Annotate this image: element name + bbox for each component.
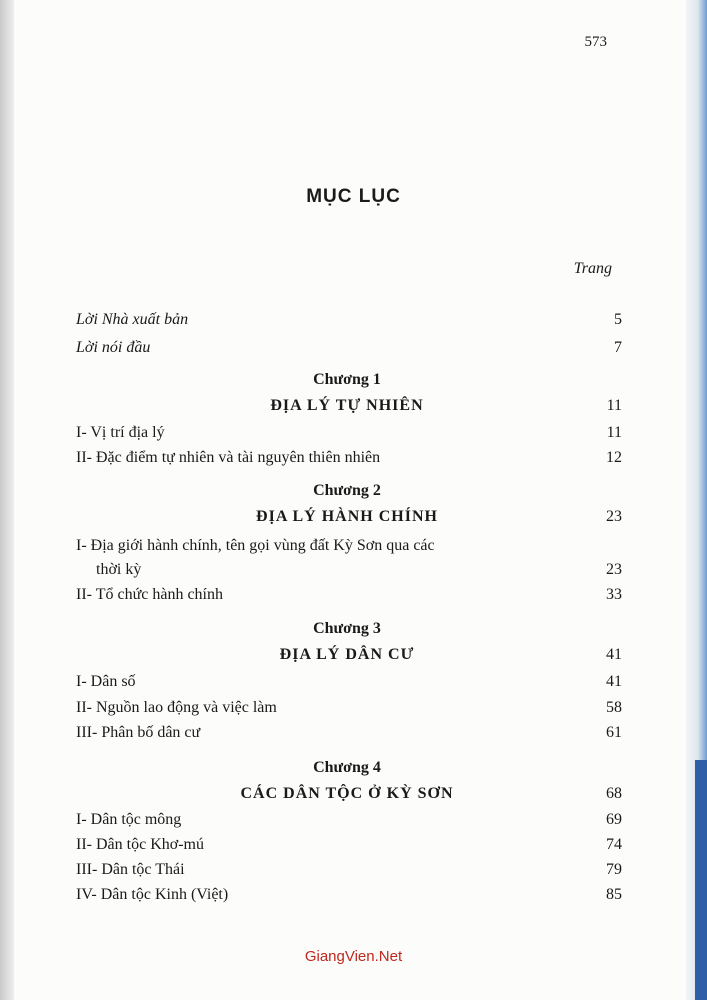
- chapter-title[interactable]: ĐỊA LÝ TỰ NHIÊN: [270, 397, 424, 414]
- toc-entry-page: 79: [606, 861, 622, 878]
- toc-entry[interactable]: [76, 886, 622, 908]
- toc-entry[interactable]: [76, 537, 622, 559]
- book-spine-shadow: [0, 0, 14, 1000]
- toc-entry-text: Lời nói đầu: [76, 339, 151, 356]
- chapter-label: Chương 4: [313, 759, 381, 776]
- chapter-title[interactable]: CÁC DÂN TỘC Ở KỲ SƠN: [240, 785, 454, 802]
- chapter-title[interactable]: ĐỊA LÝ HÀNH CHÍNH: [256, 508, 438, 525]
- toc-entry-text: I- Vị trí địa lý: [76, 424, 165, 441]
- toc-entry-text: I- Dân số: [76, 673, 136, 690]
- toc-entry-text: II- Tổ chức hành chính: [76, 586, 223, 603]
- toc-entry[interactable]: [76, 424, 622, 446]
- toc-entry-text: thời kỳ: [96, 561, 142, 578]
- chapter-label: Chương 1: [313, 371, 381, 388]
- toc-entry-text: II- Dân tộc Khơ-mú: [76, 836, 204, 853]
- toc-entry-page: 74: [606, 836, 622, 853]
- toc-entry[interactable]: [76, 861, 622, 883]
- toc-entry-text: II- Nguồn lao động và việc làm: [76, 699, 277, 716]
- toc-entry-page: 41: [606, 673, 622, 690]
- toc-entry-page: 61: [606, 724, 622, 741]
- page-number: 573: [584, 34, 607, 50]
- toc-entry-page: 5: [614, 311, 622, 328]
- toc-entry[interactable]: [76, 699, 622, 721]
- toc-entry[interactable]: [76, 836, 622, 858]
- toc-entry-text: III- Dân tộc Thái: [76, 861, 185, 878]
- toc-entry-page: 11: [606, 424, 622, 441]
- toc-entry[interactable]: [76, 586, 622, 608]
- toc-entry-text: I- Dân tộc mông: [76, 811, 182, 828]
- toc-entry[interactable]: [76, 724, 622, 746]
- chapter-title[interactable]: ĐỊA LÝ DÂN CƯ: [279, 646, 415, 663]
- page-column-label: Trang: [573, 260, 612, 277]
- toc-entry-text: III- Phân bố dân cư: [76, 724, 201, 741]
- chapter-page: 68: [606, 785, 622, 802]
- toc-entry-text: II- Đặc điểm tự nhiên và tài nguyên thiên nhiên: [76, 449, 381, 466]
- toc-entry[interactable]: [76, 811, 622, 833]
- watermark: GiangVien.Net: [304, 948, 403, 965]
- toc-entry-text: I- Địa giới hành chính, tên gọi vùng đất Kỳ Sơn qua các: [76, 537, 435, 554]
- toc-entry-page: 33: [606, 586, 622, 603]
- chapter-page: 41: [606, 646, 622, 663]
- toc-entry-page: 85: [606, 886, 622, 903]
- toc-entry-page: 69: [606, 811, 622, 828]
- toc-entry-page: 12: [606, 449, 622, 466]
- toc-entry-text: Lời Nhà xuất bản: [76, 311, 189, 328]
- toc-entry[interactable]: [76, 449, 622, 471]
- toc-entry-page: 58: [606, 699, 622, 716]
- toc-entry-front[interactable]: [76, 339, 622, 361]
- toc-entry-page: 23: [606, 561, 622, 578]
- chapter-page: 23: [606, 508, 622, 525]
- toc-entry-continuation[interactable]: [76, 561, 622, 583]
- page-title: MỤC LỤC: [306, 186, 401, 207]
- toc-entry-front[interactable]: [76, 311, 622, 333]
- toc-entry-page: 7: [614, 339, 622, 356]
- chapter-label: Chương 3: [313, 620, 381, 637]
- chapter-label: Chương 2: [313, 482, 381, 499]
- chapter-page: 11: [606, 397, 622, 414]
- toc-entry-text: IV- Dân tộc Kinh (Việt): [76, 886, 229, 903]
- toc-entry[interactable]: [76, 673, 622, 695]
